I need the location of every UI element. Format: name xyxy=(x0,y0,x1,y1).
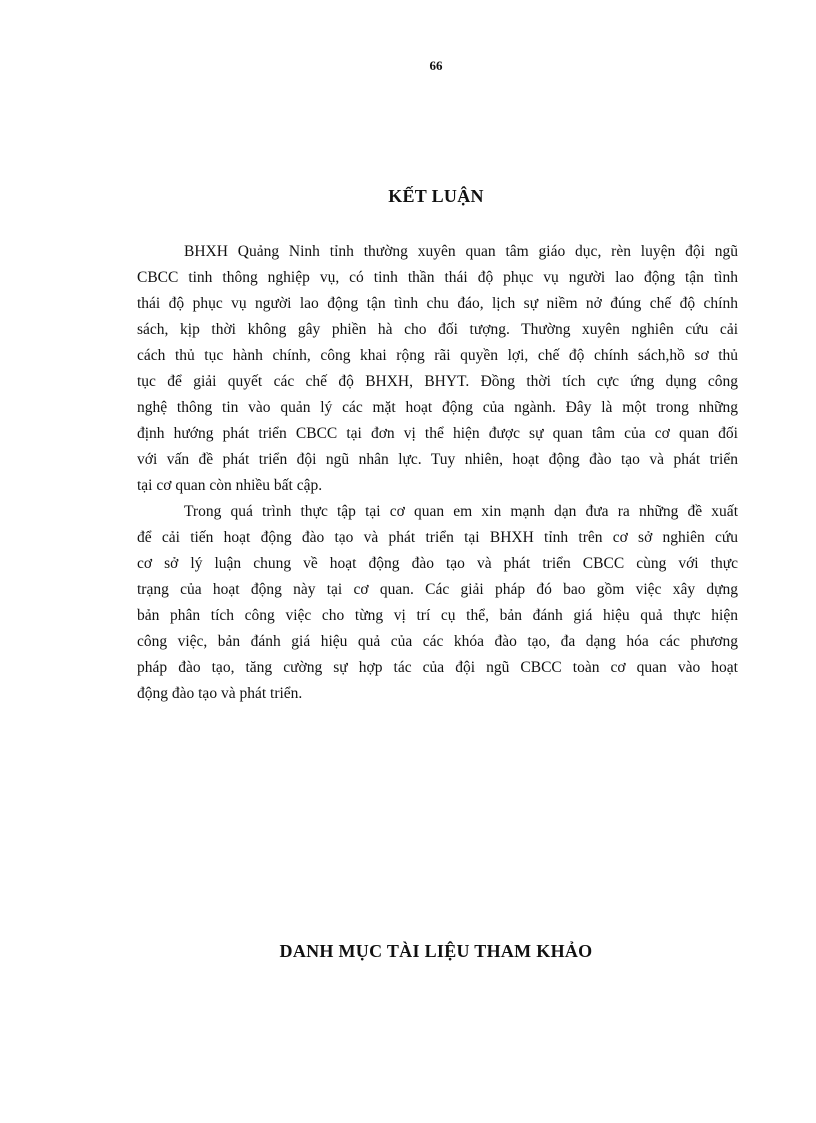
paragraph-line: Trong quá trình thực tập tại cơ quan em xin mạnh dạn đưa ra những đề xuất xyxy=(184,503,738,520)
conclusion-paragraph-1 xyxy=(137,239,738,499)
paragraph-line: trạng của hoạt động này tại cơ quan. Các giải pháp đó bao gồm việc xây dựng xyxy=(137,581,738,598)
paragraph-line: định hướng phát triển CBCC tại đơn vị thể hiện được sự quan tâm của cơ quan đối xyxy=(137,425,738,442)
paragraph-line: cách thủ tục hành chính, công khai rộng rãi quyền lợi, chế độ chính sách,hồ sơ thủ xyxy=(137,347,738,364)
paragraph-line: thái độ phục vụ người lao động tận tình chu đáo, lịch sự niềm nở đúng chế độ chính xyxy=(137,295,738,312)
conclusion-paragraph-2 xyxy=(137,499,738,707)
paragraph-line: cơ sở lý luận chung về hoạt động đào tạo và phát triển CBCC cùng với thực xyxy=(137,555,738,572)
paragraph-line: tại cơ quan còn nhiều bất cập. xyxy=(137,477,323,494)
paragraph-line: động đào tạo và phát triển. xyxy=(137,685,303,702)
paragraph-line: BHXH Quảng Ninh tỉnh thường xuyên quan tâm giáo dục, rèn luyện đội ngũ xyxy=(184,243,738,260)
conclusion-title: KẾT LUẬN xyxy=(388,186,484,206)
page-number: 66 xyxy=(429,58,443,73)
references-title: DANH MỤC TÀI LIỆU THAM KHẢO xyxy=(279,941,593,961)
paragraph-line: bản phân tích công việc cho từng vị trí cụ thể, bản đánh giá hiệu quả thực hiện xyxy=(137,607,738,624)
paragraph-line: sách, kịp thời không gây phiền hà cho đối tượng. Thường xuyên nghiên cứu cải xyxy=(137,321,738,338)
paragraph-line: CBCC tinh thông nghiệp vụ, có tinh thần thái độ phục vụ người lao động tận tình xyxy=(137,269,738,286)
paragraph-line: nghệ thông tin vào quản lý các mặt hoạt động của ngành. Đây là một trong những xyxy=(137,399,738,416)
paragraph-line: công việc, bản đánh giá hiệu quả của các khóa đào tạo, đa dạng hóa các phương xyxy=(137,633,738,650)
paragraph-line: tục để giải quyết các chế độ BHXH, BHYT. Đồng thời tích cực ứng dụng công xyxy=(137,373,738,390)
paragraph-line: pháp đào tạo, tăng cường sự hợp tác của đội ngũ CBCC toàn cơ quan vào hoạt xyxy=(137,659,738,676)
paragraph-line: để cải tiến hoạt động đào tạo và phát triển tại BHXH tỉnh trên cơ sở nghiên cứu xyxy=(137,529,738,546)
paragraph-line: với vấn đề phát triển đội ngũ nhân lực. Tuy nhiên, hoạt động đào tạo và phát triển xyxy=(137,451,738,468)
